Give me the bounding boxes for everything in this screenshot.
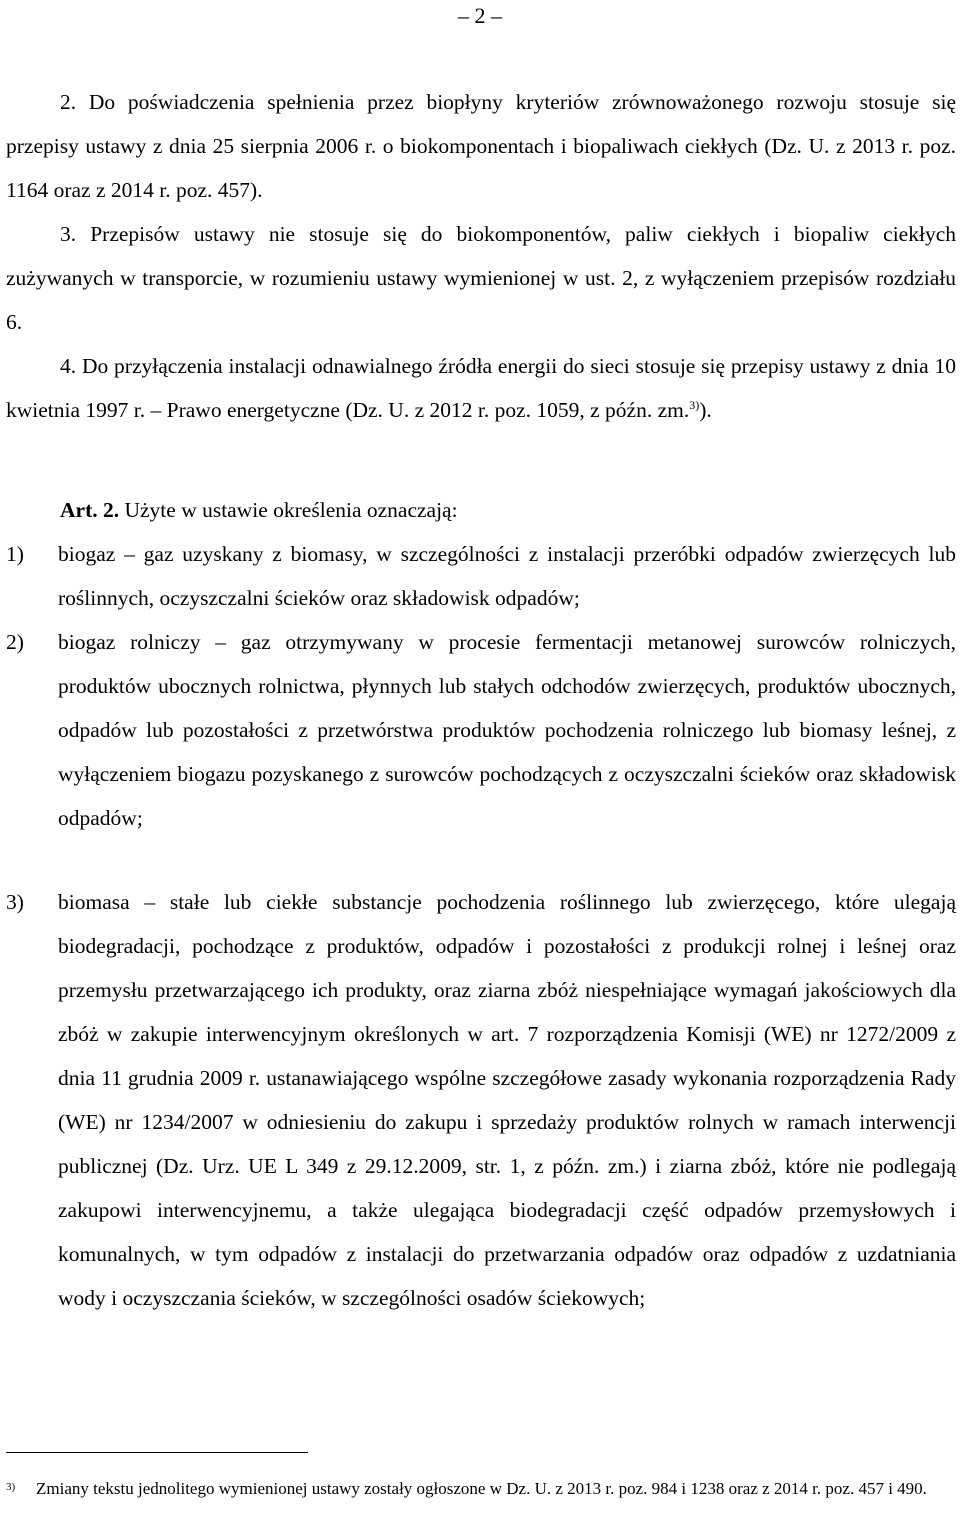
footnote [6, 1478, 956, 1500]
paragraph-4-end: ). [699, 398, 712, 422]
footnote-reference: 3) [689, 397, 700, 412]
footnote-mark: 3) [6, 1481, 16, 1493]
definition-text: biogaz rolniczy – gaz otrzymywany w procesie fermentacji metanowej surowców rolniczych, produktów ubocznych rolnictwa, płynnych lub stałych odchodów zwierzęcych, produktów ubocznych, odpadów lub pozostałości z przetwórstwa produktów pochodzenia rolniczego lub biomasy leśnej, z wyłączeniem biogazu pozyskanego z surowców pochodzących z oczyszczalni ścieków oraz składowisk odpadów; [58, 630, 956, 830]
paragraph-4-text: 4. Do przyłączenia instalacji odnawialnego źródła energii do sieci stosuje się przepisy ustawy z dnia 10 kwietnia 1997 r. – Prawo energetyczne (Dz. U. z 2012 r. poz. 1059, z późn. zm. [6, 354, 956, 422]
definition-text: biomasa – stałe lub ciekłe substancje pochodzenia roślinnego lub zwierzęcego, które ulegają biodegradacji, pochodzące z produktów, odpadów i pozostałości z produkcji rolnej i leśnej oraz przemysłu przetwarzającego ich produkty, oraz ziarna zbóż niespełniające wymagań jakościowych dla zbóż w zakupie interwencyjnym określonych w art. 7 rozporządzenia Komisji (WE) nr 1272/2009 z dnia 11 grudnia 2009 r. ustanawiającego wspólne szczegółowe zasady wykonania rozporządzenia Rady (WE) nr 1234/2007 w odniesieniu do zakupu i sprzedaży produktów rolnych w ramach interwencji publicznej (Dz. Urz. UE L 349 z 29.12.2009, str. 1, z późn. zm.) i ziarna zbóż, które nie podlegają zakupowi interwencyjnemu, a także ulegająca biodegradacji część odpadów przemysłowych i komunalnych, w tym odpadów z instalacji do przetwarzania odpadów oraz odpadów z uzdatniania wody i oczyszczania ścieków, w szczególności osadów ściekowych; [58, 890, 956, 1310]
article-label: Art. 2. [60, 498, 120, 522]
definition-text: biogaz – gaz uzyskany z biomasy, w szczególności z instalacji przeróbki odpadów zwierzęcych lub roślinnych, oczyszczalni ścieków oraz składowisk odpadów; [58, 542, 956, 610]
definition-number: 2) [6, 630, 24, 654]
page-number: – 2 – [458, 3, 502, 28]
definition-item-3 [6, 880, 956, 1320]
footnote-separator [6, 1452, 308, 1453]
article-intro: Użyte w ustawie określenia oznaczają: [124, 498, 458, 522]
article-heading [6, 488, 956, 532]
paragraph-3: 3. Przepisów ustawy nie stosuje się do biokomponentów, paliw ciekłych i biopaliw ciekłych zużywanych w transporcie, w rozumieniu ustawy wymienionej w ust. 2, z wyłączeniem przepisów rozdziału 6. [6, 222, 956, 334]
definition-item-2 [6, 620, 956, 840]
paragraph-4 [6, 344, 956, 432]
paragraph-2: 2. Do poświadczenia spełnienia przez biopłyny kryteriów zrównoważonego rozwoju stosuje się przepisy ustawy z dnia 25 sierpnia 2006 r. o biokomponentach i biopaliwach ciekłych (Dz. U. z 2013 r. poz. 1164 oraz z 2014 r. poz. 457). [6, 90, 956, 202]
definition-number: 3) [6, 890, 24, 914]
definition-number: 1) [6, 542, 24, 566]
footnote-text: Zmiany tekstu jednolitego wymienionej ustawy zostały ogłoszone w Dz. U. z 2013 r. poz. 984 i 1238 oraz z 2014 r. poz. 457 i 490. [36, 1479, 927, 1498]
definition-item-1 [6, 532, 956, 620]
